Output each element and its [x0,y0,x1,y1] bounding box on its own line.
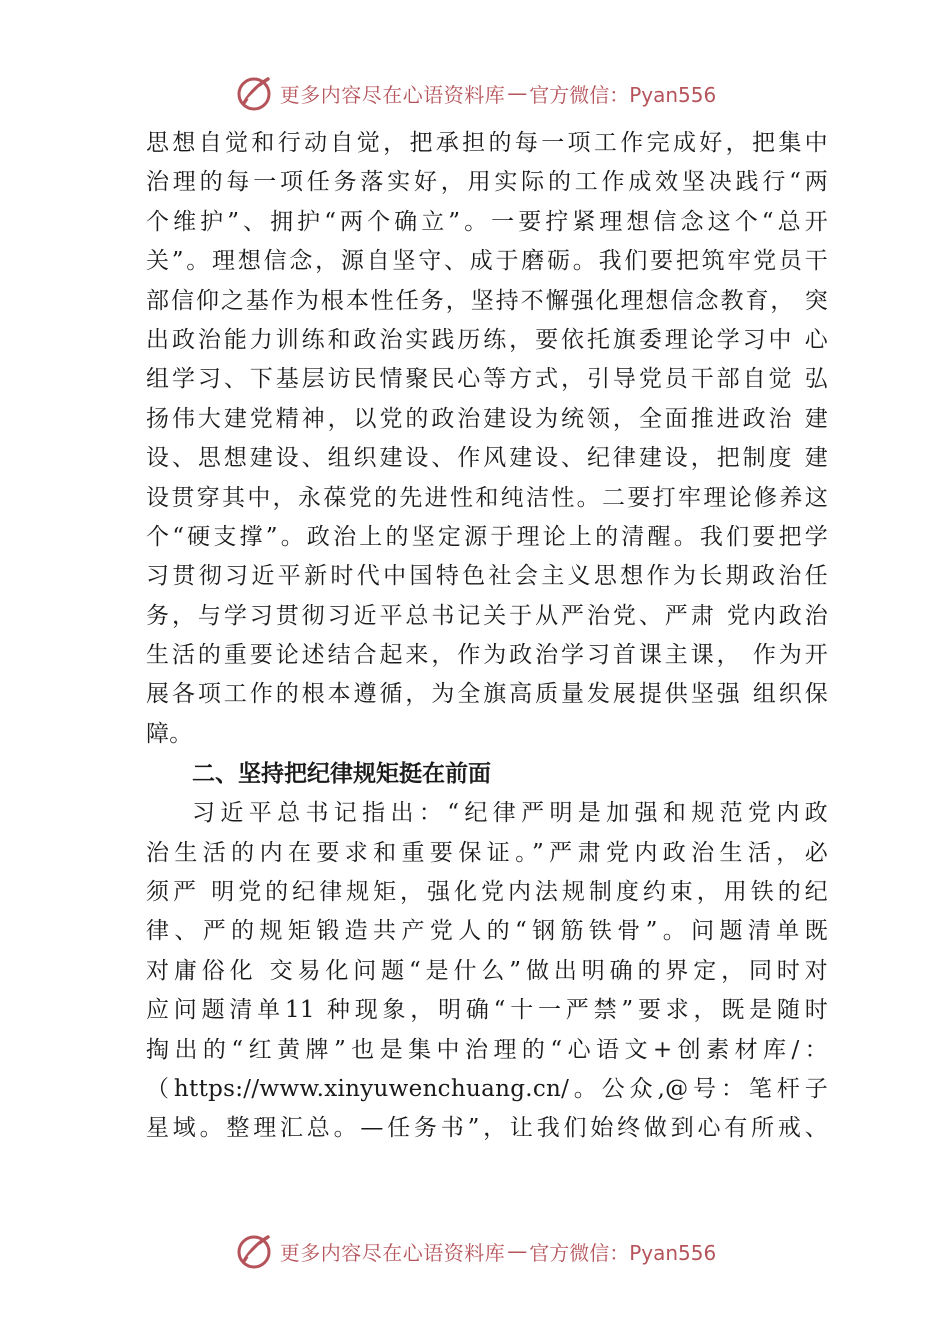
header-watermark-banner [0,68,950,118]
footer-watermark-banner [0,1226,950,1276]
text-line: 生活的重要论述结合起来，作为政治学习首课主课， 作为开 [146,642,828,669]
text-line: 须严 明党的纪律规矩，强化党内法规制度约束，用铁的纪 [146,879,828,906]
brand-logo-icon [234,1231,274,1271]
text-line: 掏出的“红黄牌”也是集中治理的“心语文+创素材库/： [146,1036,828,1063]
banner-separator: — [507,1239,528,1263]
text-line: 星域。整理汇总。—任务书”，让我们始终做到心有所戒、 [146,1115,828,1142]
text-line: 应问题清单11 种现象，明确“十一严禁”要求，既是随时 [146,997,828,1024]
text-line: 设贯穿其中，永葆党的先进性和纯洁性。二要打牢理论修养这 [146,484,828,511]
text-line: 出政治能力训练和政治实践历练，要依托旗委理论学习中 心 [146,326,828,353]
text-line: 扬伟大建党精神，以党的政治建设为统领，全面推进政治 建 [146,405,828,432]
document-body [146,124,828,1149]
text-line: 治理的每一项任务落实好，用实际的工作成效坚决践行“两 [146,169,828,196]
brand-logo-icon [234,73,274,113]
section-heading: 二、坚持把纪律规矩挺在前面 [192,761,491,788]
banner-wechat: 官方微信：Pyan556 [529,1240,717,1265]
text-line: 习贯彻习近平新时代中国特色社会主义思想作为长期政治任 [146,563,828,590]
text-line: 个“硬支撑”。政治上的坚定源于理论上的清醒。我们要把学 [146,523,828,550]
paragraph-2 [146,794,828,1149]
text-line: 障。 [146,720,193,747]
text-line: 习近平总书记指出：“纪律严明是加强和规范党内政 [192,800,828,827]
text-line: （https://www.xinyuwenchuang.cn/。公众,@号：笔杆子 [146,1075,828,1102]
text-line: 对庸俗化 交易化问题“是什么”做出明确的界定，同时对 [146,957,828,984]
text-line: 治生活的内在要求和重要保证。”严肃党内政治生活，必 [146,839,828,866]
text-line: 设、思想建设、组织建设、作风建设、纪律建设，把制度 建 [146,445,828,472]
text-line: 个维护”、拥护“两个确立”。一要拧紧理想信念这个“总开 [146,208,828,235]
banner-text: 更多内容尽在心语资料库 [279,1240,506,1265]
text-line: 关”。理想信念，源自坚守、成于磨砺。我们要把筑牢党员干 [146,248,828,275]
banner-separator: — [507,81,528,105]
text-line: 思想自觉和行动自觉，把承担的每一项工作完成好，把集中 [146,130,828,156]
text-line: 组学习、下基层访民情聚民心等方式，引导党员干部自觉 弘 [146,366,828,393]
text-line: 律、严的规矩锻造共产党人的“钢筋铁骨”。问题清单既 [146,918,828,945]
banner-wechat: 官方微信：Pyan556 [529,82,717,107]
text-line: 展各项工作的根本遵循，为全旗高质量发展提供坚强 组织保 [146,681,828,708]
text-line: 务，与学习贯彻习近平总书记关于从严治党、严肃 党内政治 [146,602,828,629]
paragraph-1 [146,124,828,754]
text-line: 部信仰之基作为根本性任务，坚持不懈强化理想信念教育， 突 [146,287,828,314]
banner-text: 更多内容尽在心语资料库 [279,82,506,107]
